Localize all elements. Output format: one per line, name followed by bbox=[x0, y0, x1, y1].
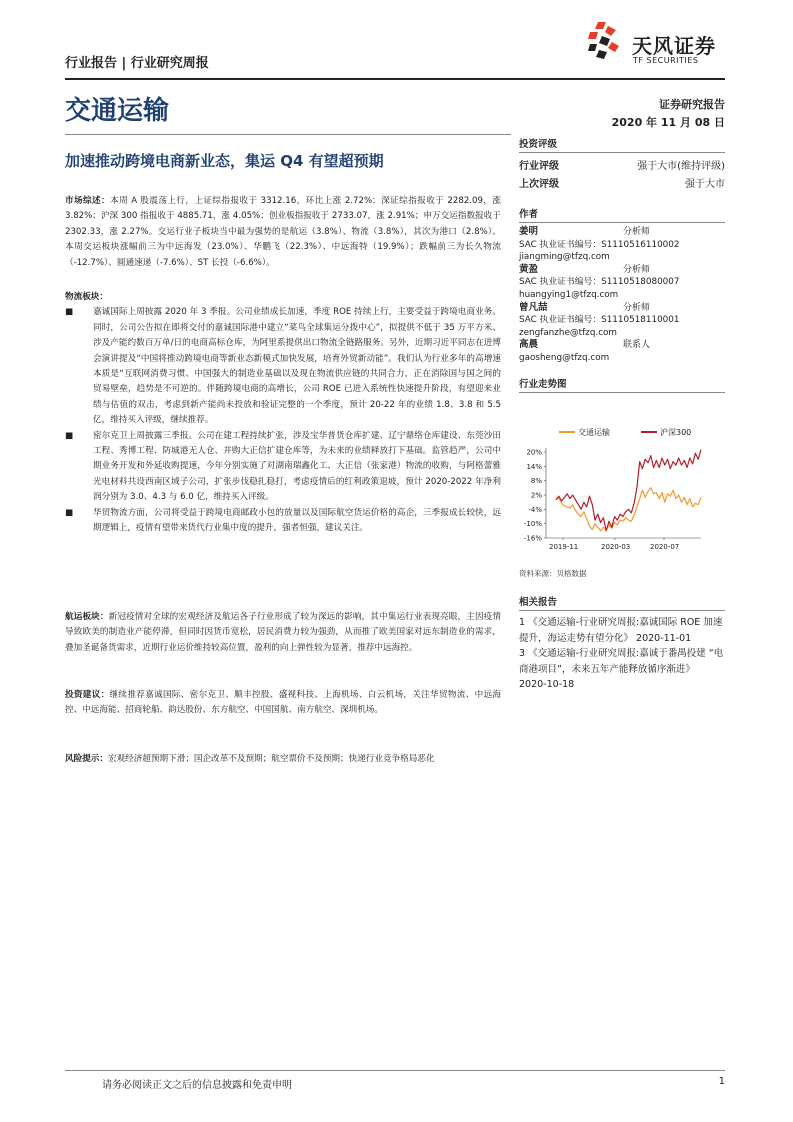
market-summary bbox=[65, 194, 501, 271]
author-email[interactable]: zengfanzhe@tfzq.com bbox=[519, 327, 617, 338]
author-role: 分析师 bbox=[623, 302, 651, 313]
x-tick-label: 2020-03 bbox=[601, 543, 631, 551]
logistics-item bbox=[65, 305, 501, 428]
prev-rating-row bbox=[519, 175, 725, 193]
shipping-text: 新冠疫情对全球的宏观经济及航运各子行业形成了较为深远的影响，其中集运行业表现亮眼，主因疫情导致欧美的制造业产能停滞，但同时因货币宽松，居民消费力较为强劲，从而推了欧美国家对远东制造业的需求，叠加圣诞备货需求，近期行业运价维持较高位置，盈利的向上弹性较为显著，推荐中远海控。 bbox=[65, 612, 501, 653]
industry-rating-value: 强于大市(维持评级) bbox=[637, 161, 725, 172]
related-block bbox=[519, 594, 725, 693]
market-label: 市场综述： bbox=[65, 196, 111, 206]
author-name: 黄盈 bbox=[519, 263, 539, 275]
y-tick-label: -10% bbox=[523, 520, 542, 529]
legend-label-csi300: 沪深300 bbox=[660, 428, 692, 437]
author-name: 高晨 bbox=[519, 339, 539, 351]
legend-label-transport: 交通运输 bbox=[578, 428, 610, 437]
y-tick-label: -16% bbox=[523, 534, 542, 543]
author-entry bbox=[519, 339, 725, 364]
author-entry bbox=[519, 226, 725, 264]
author-email[interactable]: huangying1@tfzq.com bbox=[519, 289, 619, 300]
report-headline: 加速推动跨境电商新业态，集运 Q4 有望超预期 bbox=[65, 152, 384, 170]
author-role: 分析师 bbox=[623, 227, 651, 237]
y-tick-label: 8% bbox=[530, 477, 542, 486]
y-tick-label: 14% bbox=[526, 462, 542, 471]
logo-name: 天风证券 bbox=[632, 34, 716, 58]
related-heading: 相关报告 bbox=[519, 594, 725, 611]
shipping-label: 航运板块： bbox=[65, 612, 109, 622]
x-tick-label: 2020-07 bbox=[650, 543, 680, 551]
y-tick-label: -4% bbox=[528, 505, 542, 514]
logo-icon bbox=[588, 22, 619, 59]
logistics-item-text: 嘉诚国际上周披露 2020 年 3 季报。公司业绩成长加速，季度 ROE 持续上行，主要受益于跨境电商业务。同时，公司公告拟在即将交付的嘉诚国际港中建立“菜鸟全球集运分拨中心”，拟提供不低于 35 万平方米、涉及产能约数百万单/日的电商高标仓库，为阿里系提供出口物流全链路服务。另外，近期习近平同志在进博会演讲提及“中国将推动跨境电商等新业态新模式加快发展，培育外贸新动能”。我们认为行业多年的高增速本质是“互联网消费习惯、中国强大的制造业基础以及现在物流供应链的共同合力，正在消除国与国之间的贸易壁垒，趋势是不可逆的。伴随跨境电商的高增长，公司 ROE 已进入系统性快速提升阶段，有望迎来业绩与估值的双击，考虑到新产能尚未投放和验证完整的一个季度，预计 20-22 年的业绩 1.8、3.8 和 5.5 亿，维持买入评级，继续推荐。 bbox=[93, 307, 501, 426]
bullet-icon: ■ bbox=[65, 507, 74, 518]
logistics-item-text: 华贸物流方面，公司将受益于跨境电商邮政小包的放量以及国际航空货运价格的高企，三季报成长较快，远期逻辑上，疫情有望带来货代行业集中度的提升，强者恒强，建议关注。 bbox=[93, 507, 501, 534]
risk-label: 风险提示： bbox=[65, 754, 108, 764]
footer-rule bbox=[65, 1070, 725, 1071]
logistics-item bbox=[65, 429, 501, 506]
author-sac: SAC 执业证书编号：S1110518110001 bbox=[519, 315, 680, 326]
rating-block bbox=[519, 136, 725, 193]
report-category: 行业报告 | 行业研究周报 bbox=[65, 56, 209, 71]
author-email[interactable]: jiangming@tfzq.com bbox=[519, 252, 610, 263]
logistics-label: 物流板块： bbox=[65, 292, 108, 302]
x-tick-label: 2019-11 bbox=[549, 543, 579, 551]
doc-date: 2020 年 11 月 08 日 bbox=[611, 116, 725, 129]
bullet-icon: ■ bbox=[65, 307, 74, 318]
footer-disclaimer: 请务必阅读正文之后的信息披露和免责申明 bbox=[102, 1080, 292, 1091]
author-role: 联系人 bbox=[623, 340, 651, 351]
chart-legend bbox=[559, 427, 691, 437]
y-tick-label: 2% bbox=[530, 491, 542, 500]
header-rule bbox=[65, 78, 725, 80]
investment-label: 投资建议： bbox=[65, 690, 110, 700]
logistics-section bbox=[65, 290, 501, 537]
author-entry bbox=[519, 302, 725, 340]
author-role: 分析师 bbox=[623, 264, 651, 275]
rating-heading: 投资评级 bbox=[519, 136, 725, 153]
logo-english: TF SECURITIES bbox=[633, 56, 699, 65]
sector-title: 交通运输 bbox=[65, 96, 170, 126]
author-sac: SAC 执业证书编号：S1110516110002 bbox=[519, 239, 680, 250]
title-rule bbox=[65, 134, 511, 135]
author-email[interactable]: gaosheng@tfzq.com bbox=[519, 352, 610, 363]
author-name: 姜明 bbox=[519, 226, 539, 237]
related-report-link[interactable]: 1 《交通运输-行业研究周报:嘉诚国际 ROE 加速提升，海运走势有望分化》 2020-11-01 bbox=[519, 617, 723, 644]
industry-rating-label: 行业评级 bbox=[519, 161, 559, 172]
chart-source: 资料来源：贝格数据 bbox=[519, 569, 587, 578]
author-name: 曾凡喆 bbox=[519, 301, 548, 313]
prev-rating-value: 强于大市 bbox=[685, 179, 725, 190]
author-sac: SAC 执业证书编号：S1110518080007 bbox=[519, 277, 680, 288]
risk-section bbox=[65, 752, 501, 767]
related-report-link[interactable]: 3 《交通运输-行业研究周报:嘉诚于番禺投建 “电商港项目”，未来五年产能释放循序渐进》 2020-10-18 bbox=[519, 648, 724, 691]
trend-heading: 行业走势图 bbox=[519, 376, 725, 393]
y-tick-label: 20% bbox=[526, 448, 542, 457]
investment-section bbox=[65, 688, 501, 719]
bullet-icon: ■ bbox=[65, 430, 74, 441]
industry-trend-chart bbox=[519, 400, 725, 568]
trend-heading-block bbox=[519, 376, 725, 393]
investment-text: 继续推荐嘉诚国际、密尔克卫、顺丰控股、盛视科技、上海机场、白云机场，关注华贸物流、中远海控、中远海能、招商轮船、韵达股份、东方航空、中国国航、南方航空、深圳机场。 bbox=[65, 690, 501, 716]
logistics-item-text: 密尔克卫上周披露三季报。公司在建工程持续扩张，涉及宝华普货仓库扩建、辽宁鼎络仓库建设、东莞沙田工程、秀博工程、防城港无人仓、并购大正信扩建仓库等，为未来的业绩释放打下基础。监管趋严，公司中期业务开发和外延收购提速，今年分别实施了对湖南瑞鑫化工、大正信（张家港）物流的收购，与阿格蕾雅光电材料共设西南区域子公司，扩张步伐稳扎稳打，考虑疫情后的红利政策退坡，预计 2020-2022 年净利润分别为 3.0、4.3 与 6.0 亿，维持买入评级。 bbox=[93, 430, 501, 503]
prev-rating-label: 上次评级 bbox=[519, 179, 559, 190]
authors-heading: 作者 bbox=[519, 206, 725, 223]
risk-text: 宏观经济超预期下滑；国企改革不及预期；航空票价不及预期；快递行业竞争格局恶化 bbox=[107, 754, 435, 764]
authors-block bbox=[519, 206, 725, 365]
author-entry bbox=[519, 264, 725, 302]
series-line-csi300 bbox=[556, 450, 701, 531]
industry-rating-row bbox=[519, 157, 725, 175]
page-number: 1 bbox=[718, 1076, 725, 1087]
shipping-section bbox=[65, 610, 501, 656]
logistics-item bbox=[65, 506, 501, 537]
market-text: 本周 A 股震荡上行，上证综指报收于 3312.16，环比上涨 2.72%；深证综指报收于 2282.09，涨 3.82%；沪深 300 指报收于 4885.71，涨 4.05%；创业板指报收于 2733.07，涨 2.91%；申万交运指数报收于 2302.33，涨 2.27%。交运行业子板块当中最为强势的是航运（3.8%）、物流（3.8%），其次为港口（2.8%）。本周交运板块涨幅前三为中远海发（23.0%）、华鹏飞（22.3%）、中远海特（19.9%）；跌幅前三为长久物流（-12.7%）、圆通速递（-7.6%）、ST 长投（-6.6%）。 bbox=[65, 196, 501, 268]
doc-type: 证券研究报告 bbox=[659, 98, 725, 111]
chart-lines bbox=[556, 450, 701, 531]
